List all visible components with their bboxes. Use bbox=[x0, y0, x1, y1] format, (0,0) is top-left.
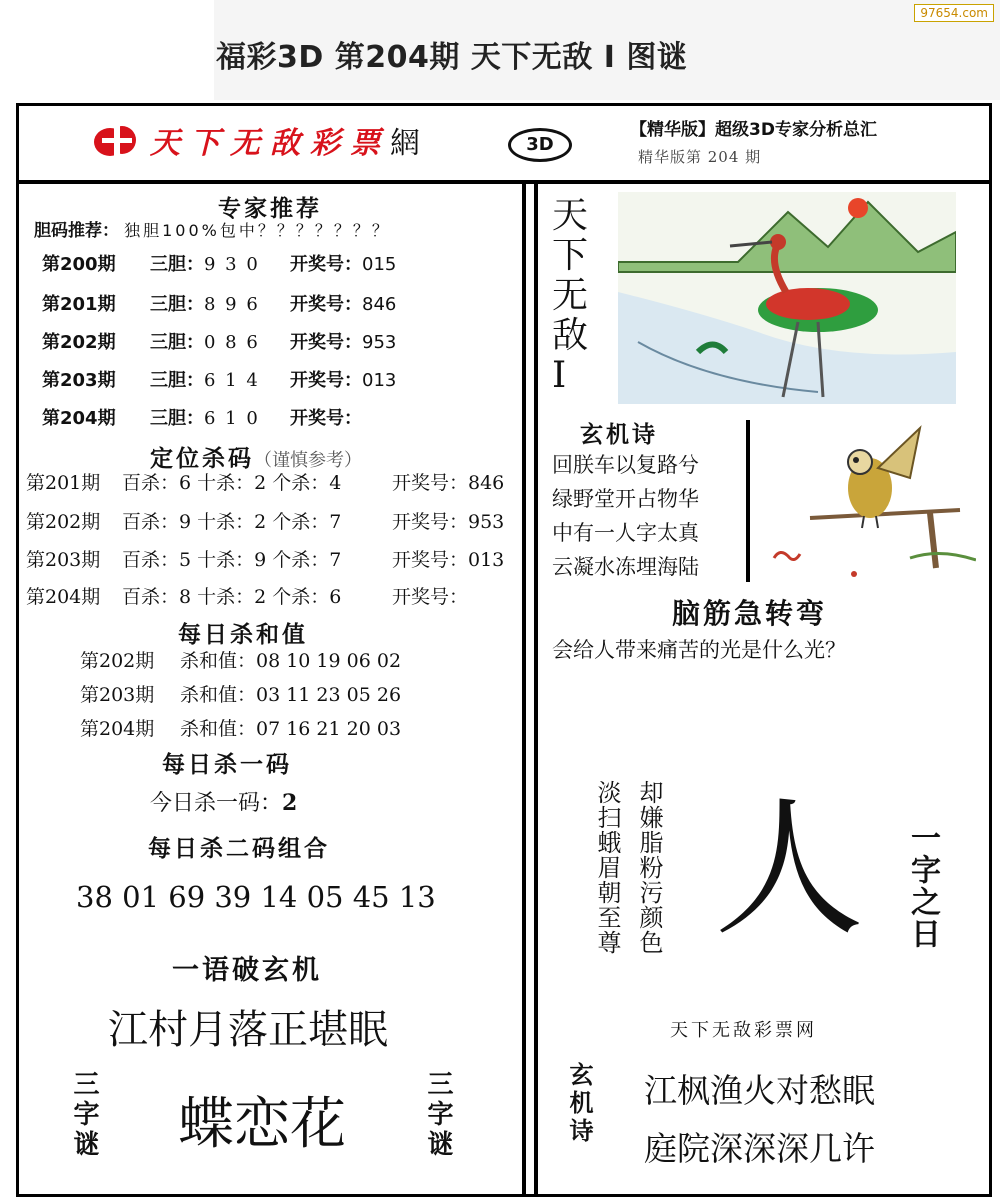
draw-value: 015 bbox=[362, 254, 397, 275]
vertical-title: 天下无敌I bbox=[552, 195, 589, 396]
sum-kill-title: 每日杀和值 bbox=[178, 622, 308, 648]
poem-line: 中有一人字太真 bbox=[552, 521, 699, 545]
one-character-label: 一字之日 bbox=[905, 822, 940, 950]
draw-label: 开奖号： bbox=[290, 294, 362, 315]
sum-kill-row bbox=[80, 680, 401, 707]
pos-period: 第201期 bbox=[26, 472, 101, 494]
column-divider-right bbox=[534, 184, 538, 1197]
sum-period: 第203期 bbox=[80, 684, 155, 706]
dan-label: 胆码推荐： bbox=[34, 221, 119, 241]
sum-text: 杀和值：07 16 21 20 03 bbox=[180, 718, 402, 740]
draw-value: 953 bbox=[362, 332, 397, 353]
expert-row bbox=[42, 404, 362, 430]
expert-period: 第204期 bbox=[42, 408, 116, 429]
site-logo[interactable] bbox=[90, 118, 420, 162]
position-kill-row bbox=[26, 582, 468, 609]
expert-digits: 9 3 0 bbox=[204, 254, 260, 275]
site-watermark[interactable]: 97654.com bbox=[914, 4, 994, 22]
pos-period: 第204期 bbox=[26, 586, 101, 608]
pos-kills: 百杀：5 十杀：9 个杀：7 bbox=[122, 549, 342, 571]
poem-line: 云凝水冻埋海陆 bbox=[552, 555, 699, 579]
draw-value: 013 bbox=[362, 370, 397, 391]
expert-title: 专家推荐 bbox=[218, 196, 322, 222]
position-kill-row bbox=[26, 545, 504, 572]
one-phrase-title: 一语破玄机 bbox=[172, 955, 322, 986]
three-word-riddle: 蝶恋花 bbox=[178, 1092, 346, 1157]
poem-title: 玄机诗 bbox=[580, 422, 658, 448]
one-phrase-text: 江村月落正堪眠 bbox=[108, 1007, 388, 1053]
pos-draw: 开奖号： bbox=[392, 586, 469, 608]
pos-period: 第202期 bbox=[26, 511, 101, 533]
poem-divider bbox=[746, 420, 750, 582]
sum-period: 第202期 bbox=[80, 650, 155, 672]
expert-digits: 8 9 6 bbox=[204, 294, 260, 315]
expert-row bbox=[42, 290, 396, 316]
draw-value: 846 bbox=[362, 294, 397, 315]
bottom-poem-label: 玄机诗 bbox=[565, 1062, 593, 1146]
draw-label: 开奖号： bbox=[290, 332, 362, 353]
expert-label: 三胆： bbox=[150, 370, 204, 391]
column-divider-left bbox=[522, 184, 526, 1197]
draw-label: 开奖号： bbox=[290, 408, 362, 429]
vertical-poem-col2: 淡扫蛾眉朝至尊 bbox=[593, 780, 621, 955]
dan-recommend bbox=[34, 216, 391, 241]
expert-digits: 6 1 0 bbox=[204, 408, 260, 429]
expert-period: 第202期 bbox=[42, 332, 116, 353]
expert-row bbox=[42, 328, 396, 354]
expert-period: 第203期 bbox=[42, 370, 116, 391]
logo-text: 天下无敌彩票網 bbox=[150, 126, 420, 161]
3d-badge: 3D bbox=[508, 128, 572, 162]
expert-period: 第200期 bbox=[42, 254, 116, 275]
sum-text: 杀和值：08 10 19 06 02 bbox=[180, 650, 402, 672]
draw-label: 开奖号： bbox=[290, 370, 362, 391]
poem-line: 回朕车以复路兮 bbox=[552, 453, 699, 477]
expert-row bbox=[42, 366, 396, 392]
position-kill-row bbox=[26, 468, 504, 495]
pos-draw: 开奖号：953 bbox=[392, 511, 505, 533]
one-kill-line: 今日杀一码：2 bbox=[150, 790, 298, 816]
two-kill-numbers: 38 01 69 39 14 05 45 13 bbox=[76, 880, 436, 914]
vertical-poem-col1: 却嫌脂粉污颜色 bbox=[635, 780, 663, 955]
pos-kills: 百杀：9 十杀：2 个杀：7 bbox=[122, 511, 342, 533]
sum-period: 第204期 bbox=[80, 718, 155, 740]
page-title: 福彩3D 第204期 天下无敌 I 图谜 bbox=[216, 40, 688, 75]
pos-kills: 百杀：8 十杀：2 个杀：6 bbox=[122, 586, 342, 608]
dan-text: 独胆100%包中？？？？？？？ bbox=[124, 221, 391, 240]
poem-lines bbox=[552, 448, 699, 584]
expert-digits: 0 8 6 bbox=[204, 332, 260, 353]
footer-site-name: 天下无敌彩票网 bbox=[670, 1020, 817, 1041]
issue-number: 精华版第 204 期 bbox=[638, 148, 762, 166]
header-divider bbox=[16, 180, 992, 184]
two-kill-title: 每日杀二码组合 bbox=[148, 836, 330, 862]
expert-label: 三胆： bbox=[150, 408, 204, 429]
brain-teaser-question: 会给人带来痛苦的光是什么光？ bbox=[552, 638, 846, 662]
pos-kills: 百杀：6 十杀：2 个杀：4 bbox=[122, 472, 342, 494]
poem-line: 绿野堂开占物华 bbox=[552, 487, 699, 511]
sum-text: 杀和值：03 11 23 05 26 bbox=[180, 684, 402, 706]
expert-label: 三胆： bbox=[150, 254, 204, 275]
sum-kill-row bbox=[80, 714, 401, 741]
three-word-label-left: 三字谜 bbox=[69, 1070, 99, 1160]
pos-draw: 开奖号：846 bbox=[392, 472, 505, 494]
three-word-label-right: 三字谜 bbox=[423, 1070, 453, 1160]
pos-draw: 开奖号：013 bbox=[392, 549, 505, 571]
edition-title: 【精华版】超级3D专家分析总汇 bbox=[630, 120, 877, 140]
position-kill-title: 定位杀码（谨慎参考） bbox=[150, 446, 362, 472]
bird-illustration bbox=[760, 418, 976, 584]
brain-teaser-title: 脑筋急转弯 bbox=[672, 597, 828, 630]
expert-label: 三胆： bbox=[150, 332, 204, 353]
lottery-logo-icon bbox=[90, 120, 144, 160]
expert-period: 第201期 bbox=[42, 294, 116, 315]
big-character: 人 bbox=[714, 783, 865, 957]
expert-row bbox=[42, 250, 396, 276]
bottom-poem-lines bbox=[644, 1062, 875, 1178]
draw-label: 开奖号： bbox=[290, 254, 362, 275]
expert-digits: 6 1 4 bbox=[204, 370, 260, 391]
expert-label: 三胆： bbox=[150, 294, 204, 315]
bottom-poem-line: 庭院深深深几许 bbox=[644, 1129, 875, 1168]
one-kill-title: 每日杀一码 bbox=[162, 752, 292, 778]
sum-kill-row bbox=[80, 646, 401, 673]
position-kill-row bbox=[26, 507, 504, 534]
pos-period: 第203期 bbox=[26, 549, 101, 571]
crane-illustration bbox=[618, 192, 956, 404]
bottom-poem-line: 江枫渔火对愁眠 bbox=[644, 1071, 875, 1110]
